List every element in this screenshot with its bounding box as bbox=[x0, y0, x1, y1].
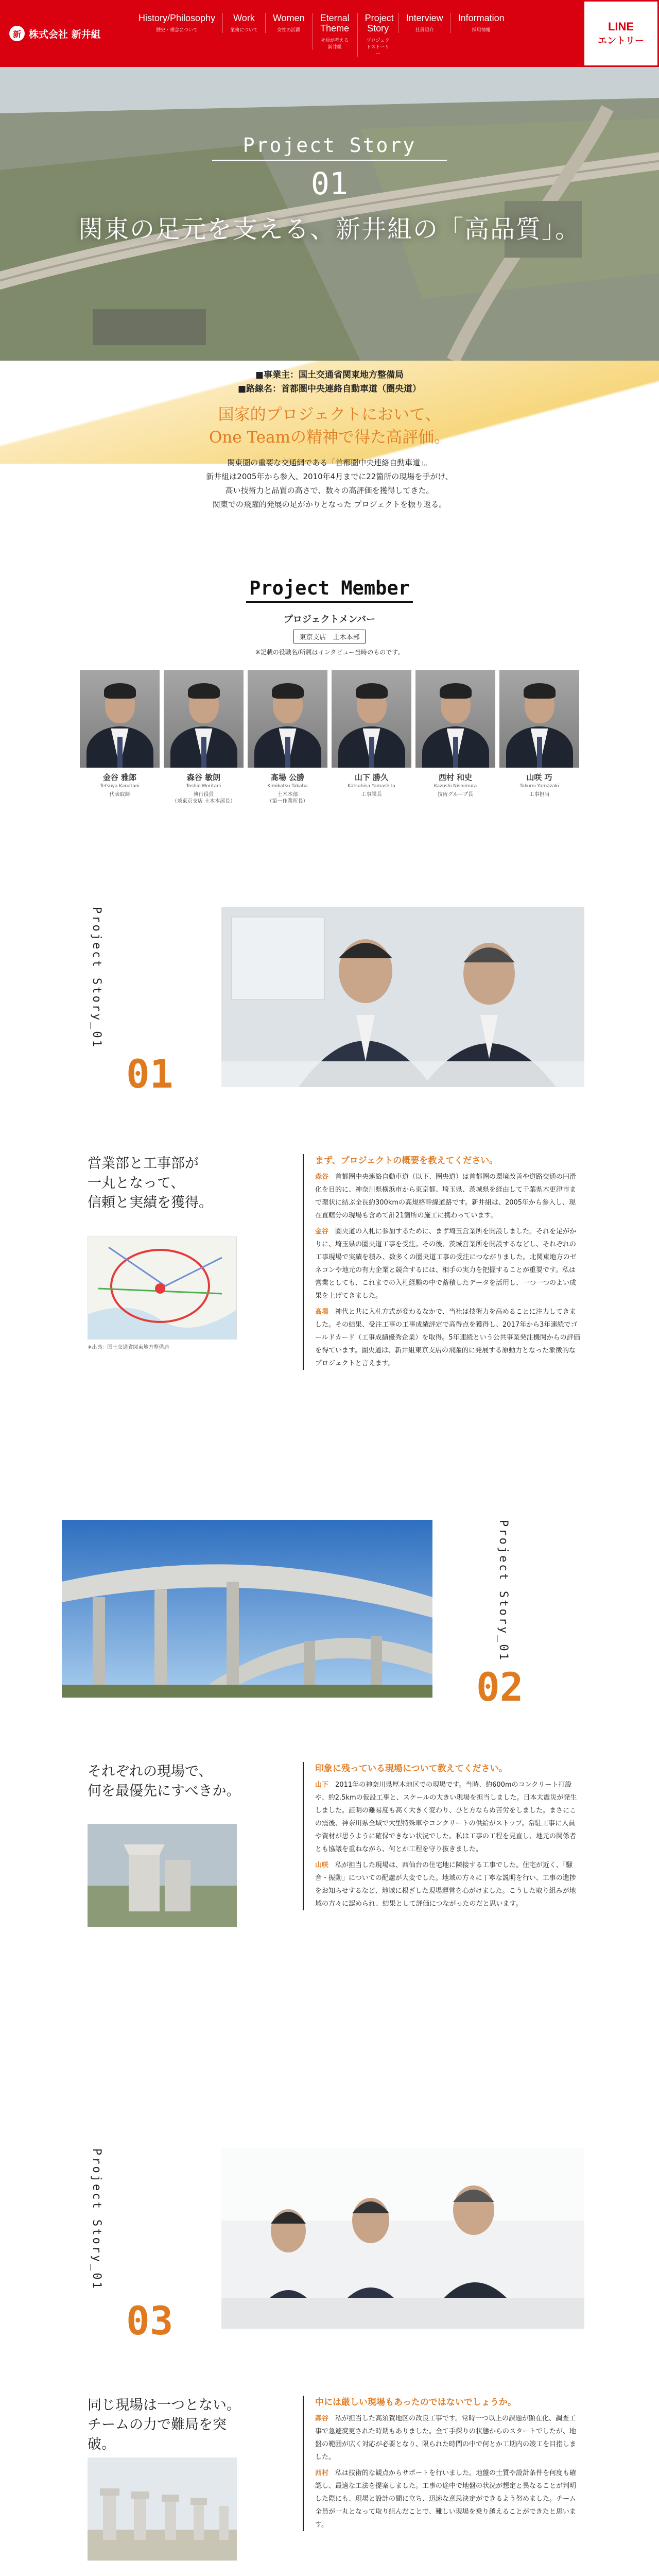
site-header bbox=[0, 0, 659, 67]
nav-project-story[interactable]: Project Story プロジェクトストーリー bbox=[357, 13, 398, 57]
story-question: まず、プロジェクトの概要を教えてください。 bbox=[315, 1156, 498, 1166]
member-name: 山咲 巧 bbox=[526, 773, 552, 782]
logo-text: 株式会社 新井組 bbox=[29, 28, 101, 40]
member-card bbox=[415, 670, 495, 805]
nav-interview[interactable]: Interview 社員紹介 bbox=[398, 13, 450, 33]
story-number: 03 bbox=[126, 2298, 174, 2344]
member-card bbox=[499, 670, 579, 805]
member-photo bbox=[499, 670, 579, 768]
client-text: ■事業主：国土交通省関東地方整備局 bbox=[255, 370, 404, 380]
hero bbox=[0, 67, 659, 361]
member-name: 金谷 雅郎 bbox=[102, 773, 137, 782]
hero-title bbox=[46, 134, 613, 245]
map-caption: ※出典：国土交通省関東地方整備局 bbox=[88, 1345, 169, 1350]
member-role: 土木本部 （第一作業所長） bbox=[267, 792, 308, 804]
story-heading: 同じ現場は一つとない。 チームの力で難局を突破。 bbox=[88, 2397, 240, 2452]
nav-information[interactable]: Information 採用情報 bbox=[450, 13, 512, 33]
team-photo bbox=[221, 2148, 584, 2329]
member-name: 森谷 敏朗 bbox=[186, 773, 221, 782]
member-card bbox=[248, 670, 327, 805]
story-label: Project Story_01 bbox=[497, 1520, 510, 1662]
member-romaji: Kimikatsu Takaba bbox=[267, 784, 308, 789]
member-name: 西村 和史 bbox=[438, 773, 473, 782]
members-dept: 東京支店 土木本部 bbox=[0, 630, 659, 643]
member-photo bbox=[80, 670, 160, 768]
story-01 bbox=[0, 907, 659, 1468]
member-photo bbox=[248, 670, 327, 768]
intro-heading: 国家的プロジェクトにおいて、 One Teamの精神で得た高評価。 bbox=[209, 405, 450, 447]
bridge-photo bbox=[62, 1520, 432, 1698]
member-romaji: Tetsuya Kanatani bbox=[100, 784, 140, 789]
story-text: 印象に残っている現場について教えてください。 山下 2011年の神奈川県厚木地区での現場です。当時、約600mのコンクリート打設や、約2.5kmの仮設工事と、スケールの大きい現場を担当しました。日本大震災が発生しました。証明の難易度も高く大きく変わり、ひと方ならぬ苦労をしました。まさにこの震後、神奈川県全域で大型特殊車やコンクリートの供給がストップ。常駐工事に人員や資材が思うように確保できない状況でした。私は工事の工程を見直し、地元の関係者とも協議を重ねながら、何とか工程を守り抜きました。 山咲 私が担当した現場は、西仙台の住宅地に隣接する工事でした。住宅が近く、「騒音・振動」についての配慮が大変でした。地域の方々に丁寧な説明を行い、工事の進捗をお知らせするなど、地域に根ざした現場運営を心がけました。こうした取り組みが地域の方々に認められ、結果として評価につながったのだと思います。 bbox=[303, 1762, 581, 1910]
nav-women[interactable]: Women 女性の活躍 bbox=[265, 13, 312, 33]
hero-subtitle: Project Story bbox=[212, 134, 447, 161]
intro bbox=[0, 361, 659, 582]
member-romaji: Takumi Yamazaki bbox=[519, 784, 559, 789]
line-entry-button[interactable]: LINE エントリー bbox=[583, 0, 659, 67]
member-role: 代表取締 bbox=[109, 792, 130, 798]
nav-eternal-theme[interactable]: Eternal Theme 社員が考える新井組 bbox=[312, 13, 357, 50]
nav-history[interactable]: History/Philosophy 歴史・理念について bbox=[138, 13, 216, 33]
story-02 bbox=[0, 1520, 659, 2066]
member-card bbox=[332, 670, 411, 805]
piers-photo bbox=[88, 2458, 237, 2561]
story-heading: 営業部と工事部が 一丸となって、 信頼と実績を獲得。 bbox=[88, 1156, 213, 1211]
logo-mark: 新 bbox=[9, 26, 25, 41]
intro-body: 関東圏の重要な交通網である「首都圏中央連絡自動車道」。 新井組は2005年から参入、2010年4月までに22箇所の現場を手がけ、 高い技術力と品質の高さで、数々の高評価を獲得してきた。 関東での飛躍的発展の足がかりとなった プロジェクトを振り返る。 bbox=[206, 458, 453, 509]
member-list bbox=[0, 670, 659, 805]
members-note: ※記載の役職名/所属はインタビュー当時のものです。 bbox=[255, 649, 404, 656]
member-name: 髙場 公勝 bbox=[270, 773, 305, 782]
story-number: 02 bbox=[476, 1664, 524, 1710]
story-text: 中には厳しい現場もあったのではないでしょうか。 森谷 私が担当した高須賀地区の改良工事です。常時一つ以上の課題が顕在化、調査工事で急遽変更された時期もありました。全て手探りの状態からのスタートでしたが、地盤の範囲が広く対応が必要となり、限られた時間の中で何とか工期内の竣工を目指しました。 西村 私は技術的な観点からサポートを行いました。地盤の土質や設計条件を何度も確認し、最適な工法を提案しました。工事の途中で地盤の状況が想定と異なることが判明した際にも、現場と設計の間に立ち、迅速な意思決定ができるよう努めました。チーム全員が一丸となって取り組んだことで、難しい現場を乗り越えることができたと思います。 bbox=[303, 2396, 581, 2531]
project-meta bbox=[0, 368, 659, 396]
members-title: Project Member bbox=[0, 577, 659, 603]
story-text: まず、プロジェクトの概要を教えてください。 森谷 首都圏中央連絡自動車道（以下、圏央道）は首都圏の環境改善や道路交通の円滑化を目的に、神奈川県横浜市から東京都、埼玉県、茨城県を経由して千葉県木更津市まで環状に結ぶ全長約300kmの高規格幹線道路です。新井組は、2005年から参入し、現在直轄分の現場も含めて計21箇所の施工に携わっています。 金谷 圏央道の入札に参加するために、まず埼玉営業所を開設しました。それを足がかりに、埼玉県の圏央道工事を受注。その後、茨城営業所を開設するなどし、それぞれの工事現場で実績を積み、数多くの圏央道工事の受注につながりました。北関東地方のゼネコンや地元の有力企業と競合するには、相手の実力を把握することが重要です。私は営業としても、これまでの入札経験の中で蓄積したデータを活用し、一つ一つのよい成果を上げてきました。 髙場 神代と共に入札方式が変わるなかで、当社は技術力を高めることに注力してきました。その結果、受注工事の工事成績評定で高得点を獲得し、2017年から3年連続でゴールドカード（工事成績優秀企業）を取得。5年連続という公共事業発注機関からの評価を得ています。圏央道は、新井組東京支店の飛躍的に発展する原動力となった象徴的なプロジェクトと言えます。 bbox=[303, 1154, 581, 1370]
member-romaji: Toshio Moritani bbox=[186, 784, 221, 789]
member-role: 執行役員 （兼東京支店 土木本部長） bbox=[171, 792, 236, 804]
story-photo bbox=[221, 2148, 584, 2329]
route-map bbox=[88, 1236, 237, 1340]
member-role: 工事担当 bbox=[529, 792, 550, 798]
member-photo bbox=[415, 670, 495, 768]
meeting-photo bbox=[221, 907, 584, 1087]
story-question: 中には厳しい現場もあったのではないでしょうか。 bbox=[315, 2397, 516, 2408]
members-title-ja: プロジェクトメンバー bbox=[283, 614, 376, 625]
story-heading: それぞれの現場で、 何を最優先にすべきか。 bbox=[88, 1764, 240, 1799]
member-role: 工事課長 bbox=[361, 792, 382, 798]
story-number: 01 bbox=[126, 1051, 174, 1097]
hero-catch: 関東の足元を支える、新井組の「高品質」。 bbox=[78, 215, 581, 244]
hero-number: 01 bbox=[310, 166, 349, 202]
story-question: 印象に残っている現場について教えてください。 bbox=[315, 1764, 508, 1774]
story-photo bbox=[221, 907, 584, 1087]
member-photo bbox=[332, 670, 411, 768]
member-card bbox=[80, 670, 160, 805]
member-photo bbox=[164, 670, 244, 768]
story-label: Project Story_01 bbox=[90, 907, 103, 1049]
logo[interactable] bbox=[0, 26, 131, 41]
global-nav bbox=[131, 13, 512, 57]
member-romaji: Katsuhisa Yamashita bbox=[348, 784, 395, 789]
project-members bbox=[0, 577, 659, 912]
story-label: Project Story_01 bbox=[90, 2148, 103, 2291]
route-text: ■路線名：首都圏中央連絡自動車道（圏央道） bbox=[237, 384, 422, 394]
member-name: 山下 勝久 bbox=[354, 773, 389, 782]
story-photo bbox=[62, 1520, 432, 1698]
pier-photo bbox=[88, 1824, 237, 1927]
story-03 bbox=[0, 2148, 659, 2576]
nav-work[interactable]: Work 業務について bbox=[222, 13, 265, 33]
member-card bbox=[164, 670, 244, 805]
member-romaji: Kazushi Nishimura bbox=[433, 784, 477, 789]
member-role: 技術グループ長 bbox=[437, 792, 474, 798]
